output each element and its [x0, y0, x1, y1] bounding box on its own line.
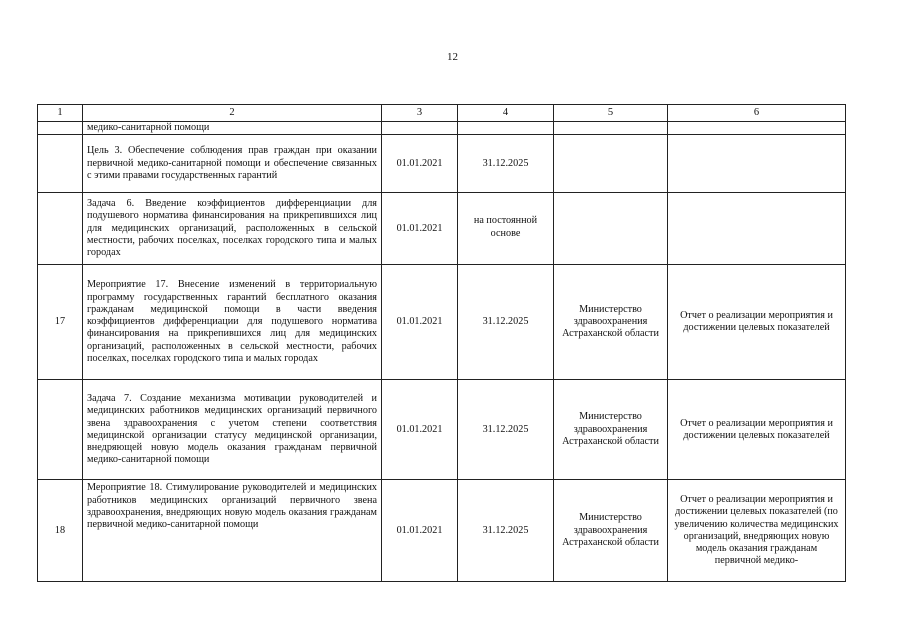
- row-start-date: [382, 122, 458, 135]
- table-row: [38, 135, 846, 193]
- row-executor: [554, 135, 668, 193]
- row-result: [668, 122, 846, 135]
- row-number: [38, 193, 83, 265]
- row-result: Отчет о реализации мероприятия и достижении целевых показателей (по увеличению количества медицинских организаций, внедряющих новую модель оказания гражданам первичной медико-: [668, 480, 846, 582]
- row-end-date: 31.12.2025: [458, 265, 554, 380]
- row-executor: Министерство здравоохранения Астраханской области: [554, 380, 668, 480]
- row-description: [83, 135, 382, 193]
- row-number: [38, 380, 83, 480]
- row-result: [668, 135, 846, 193]
- row-executor: [554, 193, 668, 265]
- row-description-text: Мероприятие 17. Внесение изменений в территориальную программу государственных гарантий бесплатного оказания гражданам медицинской помощи в части введения коэффициентов дифференциации для подушевого норматива финансирования на прикрепившихся лиц для медицинских организаций, расположенных в сельской местности, рабочих поселках, поселках городского типа и малых городах: [87, 279, 377, 365]
- row-executor: Министерство здравоохранения Астраханской области: [554, 480, 668, 582]
- page-number: 12: [447, 51, 458, 63]
- table-row: [38, 480, 846, 582]
- table-row: [38, 265, 846, 380]
- row-result: Отчет о реализации мероприятия и достижении целевых показателей: [668, 265, 846, 380]
- row-executor: [554, 122, 668, 135]
- row-start-date: 01.01.2021: [382, 193, 458, 265]
- header-cell-6: 6: [668, 105, 846, 122]
- header-cell-4: 4: [458, 105, 554, 122]
- row-end-date: 31.12.2025: [458, 135, 554, 193]
- row-executor: Министерство здравоохранения Астраханской области: [554, 265, 668, 380]
- row-start-date: 01.01.2021: [382, 480, 458, 582]
- row-number: [38, 122, 83, 135]
- row-number: 18: [38, 480, 83, 582]
- row-description: [83, 122, 382, 135]
- row-description-text: Мероприятие 18. Стимулирование руководителей и медицинских работников медицинских организаций первичного звена здравоохранения, внедряющих новую модель оказания гражданам первичной медико-санитарной помощи: [87, 482, 377, 531]
- row-number: 17: [38, 265, 83, 380]
- table-row: [38, 193, 846, 265]
- header-cell-2: 2: [83, 105, 382, 122]
- header-cell-5: 5: [554, 105, 668, 122]
- row-start-date: 01.01.2021: [382, 265, 458, 380]
- row-end-date: 31.12.2025: [458, 380, 554, 480]
- measures-table: [37, 104, 846, 582]
- row-description-text: медико-санитарной помощи: [87, 122, 210, 133]
- row-description: [83, 193, 382, 265]
- row-description-text: Задача 7. Создание механизма мотивации руководителей и медицинских работников медицинских организаций первичного звена здравоохранения с учетом степени соответствия медицинской организации статусу медицинской организации, внедряющей новую модель оказания гражданам первичной медико-санитарной помощи: [87, 392, 377, 466]
- row-end-date: 31.12.2025: [458, 480, 554, 582]
- header-cell-3: 3: [382, 105, 458, 122]
- row-start-date: 01.01.2021: [382, 380, 458, 480]
- row-description: [83, 380, 382, 480]
- row-number: [38, 135, 83, 193]
- row-description-text: Цель 3. Обеспечение соблюдения прав граждан при оказании первичной медико-санитарной помощи и обеспечение связанных с этими правами государственных гарантий: [87, 145, 377, 181]
- row-description-text: Задача 6. Введение коэффициентов дифференциации для подушевого норматива финансирования на прикрепившихся лиц для медицинских организаций, расположенных в сельской местности, рабочих поселках, поселках городского типа и малых городах: [87, 198, 377, 259]
- row-end-date: [458, 122, 554, 135]
- row-start-date: 01.01.2021: [382, 135, 458, 193]
- row-result: [668, 193, 846, 265]
- header-cell-1: 1: [38, 105, 83, 122]
- row-description: [83, 265, 382, 380]
- table-row: [38, 122, 846, 135]
- row-end-date: на постоянной основе: [458, 193, 554, 265]
- row-result: Отчет о реализации мероприятия и достижении целевых показателей: [668, 380, 846, 480]
- table-row: [38, 380, 846, 480]
- row-description: [83, 480, 382, 582]
- table-header-row: [38, 105, 846, 122]
